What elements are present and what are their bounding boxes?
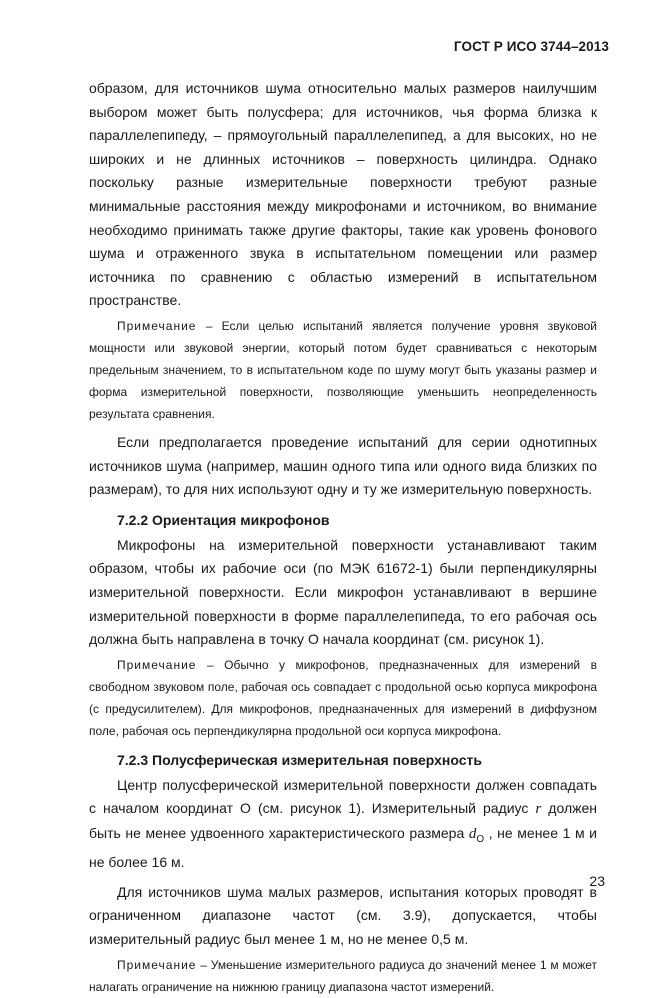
note-microphone-axis — [89, 654, 597, 742]
note-label: Примечание — [117, 657, 197, 672]
characteristic-dimension-subscript: O — [476, 833, 485, 845]
text-run: Центр полусферической измерительной поверхности должен совпадать с началом координат О (см. рисунок 1). Измерительный радиус — [89, 776, 597, 817]
paragraph-microphone-orientation: Микрофоны на измерительной поверхности устанавливают таким образом, чтобы их рабочие оси (по МЭК 61672-1) были перпендикулярны измерительной поверхности. Если микрофон устанавливают в вершине измерительной поверхности в форме параллелепипеда, то его рабочая ось должна быть направлена в точку О начала координат (см. рисунок 1). — [89, 536, 597, 648]
radius-symbol: r — [535, 801, 542, 818]
text-run: должен быть не менее удвоенного характеристического размера — [89, 800, 597, 841]
document-code-header: ГОСТ Р ИСО 3744–2013 — [453, 39, 609, 54]
characteristic-dimension-symbol: d — [468, 825, 477, 842]
page-content — [89, 77, 597, 998]
note-text: – Если целью испытаний является получение уровня звуковой мощности или звуковой энергии, который потом будет сравниваться с некоторым предельным значением, то в испытательном коде по шуму могут быть указаны размер и форма измерительной поверхности, позволяющие уменьшить неопределенность результата сравнения. — [89, 318, 597, 421]
section-heading-7-2-3: 7.2.3 Полусферическая измерительная поверхность — [117, 751, 483, 768]
section-heading-7-2-2: 7.2.2 Ориентация микрофонов — [117, 511, 330, 528]
note-text: – Обычно у микрофонов, предназначенных для измерений в свободном звуковом поле, рабочая ось совпадает с продольной осью корпуса микрофона (с предусилителем). Для микрофонов, предназначенных для измерений в диффузном поле, рабочая ось перпендикулярна продольной оси корпуса микрофона. — [89, 657, 597, 738]
paragraph-small-sources: Для источников шума малых размеров, испытания которых проводят в ограниченном диапазоне частот (см. 3.9), допускается, чтобы измерительный радиус был менее 1 м, но не менее 0,5 м. — [89, 883, 597, 948]
page-number: 23 — [589, 873, 605, 889]
paragraph-hemisphere-radius — [89, 774, 597, 875]
paragraph-series-sources: Если предполагается проведение испытаний для серии однотипных источников шума (например, машин одного типа или одного вида близких по размерам), то для них используют одну и ту же измерительную поверхность. — [89, 433, 597, 498]
text-run: , не менее 1 м и не более 16 м. — [89, 824, 597, 871]
note-label: Примечание — [117, 318, 197, 333]
note-label: Примечание — [117, 957, 197, 972]
note-radius-reduction — [89, 954, 597, 998]
paragraph-surface-choice: образом, для источников шума относительно малых размеров наилучшим выбором может быть полусфера; для источников, чья форма близка к параллелепипеду, – прямоугольный параллелепипед, а для высоких, но не широких и не длинных источников – поверхность цилиндра. Однако поскольку разные измерительные поверхности требуют разные минимальные расстояния между микрофонами и источником, во внимание необходимо принимать также другие факторы, такие как уровень фонового шума и отраженного звука в испытательном помещении или размер источника по сравнению с областью измерений в испытательном пространстве. — [89, 80, 597, 309]
note-sound-power — [89, 315, 597, 425]
note-text: – Уменьшение измерительного радиуса до значений менее 1 м может налагать ограничение на нижнюю границу диапазона частот измерений. — [89, 957, 597, 994]
